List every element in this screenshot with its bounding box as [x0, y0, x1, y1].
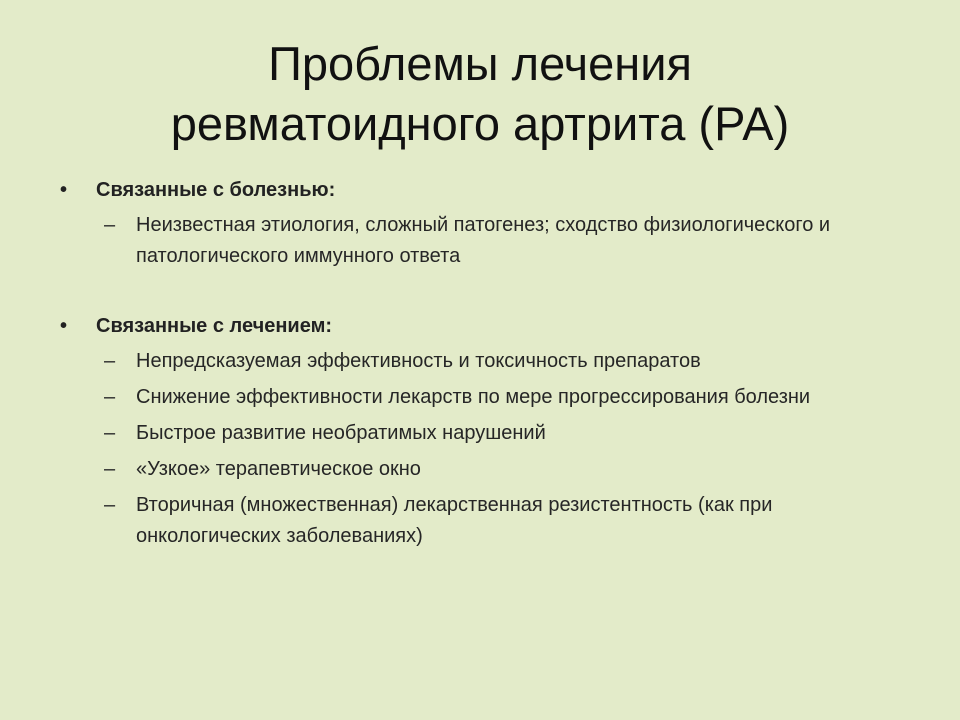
section-heading-text: Связанные с лечением: — [96, 315, 333, 337]
list-item — [60, 382, 856, 413]
list-item-text: Неизвестная этиология, сложный патогенез; сходство физиологического и патологического иммунного ответа — [136, 214, 831, 267]
list-item-text: Вторичная (множественная) лекарственная резистентность (как при онкологических заболеваниях) — [136, 494, 773, 547]
list-item — [60, 454, 856, 485]
list-item — [60, 210, 856, 272]
list-item — [60, 418, 856, 449]
dash-icon: – — [104, 422, 116, 444]
list-item — [60, 490, 856, 552]
dash-icon: – — [104, 386, 116, 408]
list-item-text: Непредсказуемая эффективность и токсичность препаратов — [136, 350, 701, 372]
subitem-list — [60, 346, 900, 552]
bullet-icon: • — [60, 315, 68, 337]
dash-icon: – — [104, 214, 116, 236]
slide-content — [60, 176, 900, 557]
dash-icon: – — [104, 350, 116, 372]
section-disease — [60, 176, 900, 272]
title-line-2: ревматоидного артрита (РА) — [170, 97, 790, 150]
dash-icon: – — [104, 458, 116, 480]
list-item-text: «Узкое» терапевтическое окно — [136, 458, 421, 480]
section-heading — [60, 176, 900, 204]
bullet-icon: • — [60, 179, 68, 201]
list-item-text: Снижение эффективности лекарств по мере прогрессирования болезни — [136, 386, 811, 408]
dash-icon: – — [104, 494, 116, 516]
section-heading-text: Связанные с болезнью: — [96, 179, 336, 201]
list-item — [60, 346, 856, 377]
slide-title — [60, 34, 900, 154]
subitem-list — [60, 210, 900, 272]
title-line-1: Проблемы лечения — [268, 37, 692, 90]
section-treatment — [60, 312, 900, 552]
list-item-text: Быстрое развитие необратимых нарушений — [136, 422, 546, 444]
section-heading — [60, 312, 900, 340]
